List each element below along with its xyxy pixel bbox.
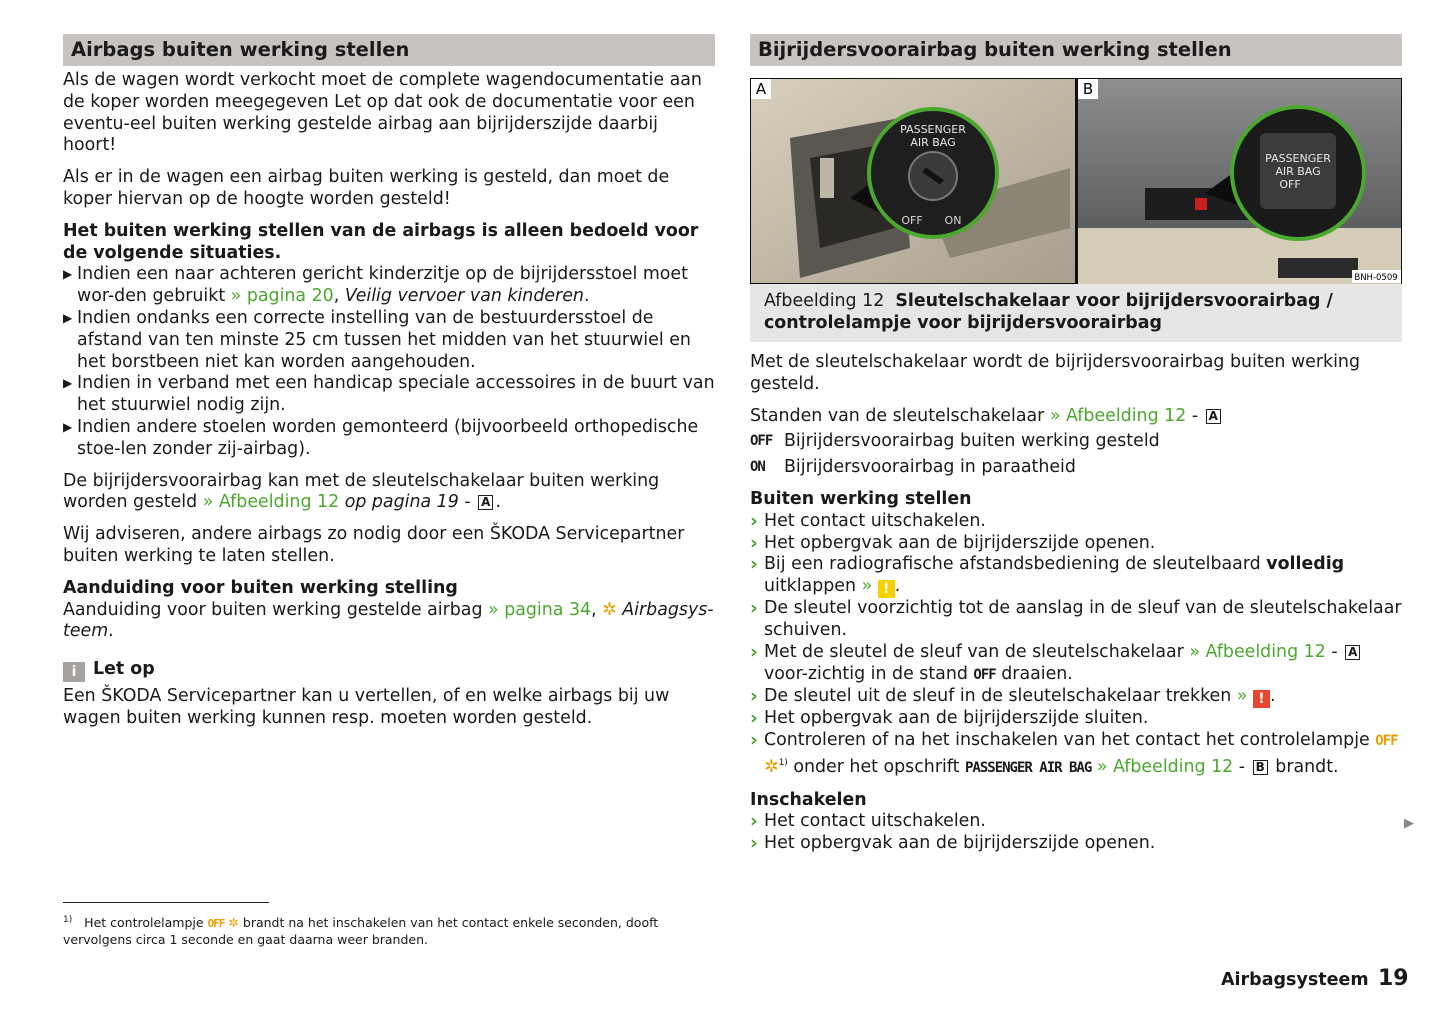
step-item: › Het opbergvak aan de bijrijderszijde sluiten.: [750, 707, 1149, 730]
bold-intro: Het buiten werking stellen van de airbags is alleen bedoeld voor de volgende situaties.: [63, 220, 699, 263]
step-chevron-icon: ›: [750, 640, 758, 663]
left-column: [63, 34, 715, 730]
paragraph: Aanduiding voor buiten werking gestelde airbag » pagina 34, ✲ Airbagsys-teem.: [63, 599, 714, 642]
step-chevron-icon: ›: [750, 707, 758, 730]
section-heading: Bijrijdersvoorairbag buiten werking stellen: [750, 34, 1402, 66]
a-passenger-label: PASSENGER: [900, 123, 966, 136]
paragraph: Als de wagen wordt verkocht moet de complete wagendocumentatie aan de koper worden meegegeven Let op dat ook de documentatie voor een eventu-eel buiten werking gestelde airbag aan bijrijderszijde daarbij hoort!: [63, 70, 702, 156]
sub-heading: Aanduiding voor buiten werking stelling: [63, 577, 458, 598]
step-item: › Het opbergvak aan de bijrijderszijde openen.: [750, 531, 1156, 554]
paragraph: Wij adviseren, andere airbags zo nodig door een ŠKODA Servicepartner buiten werking te laten stellen.: [63, 524, 685, 566]
figure-caption: Afbeelding 12 Sleutelschakelaar voor bijrijdersvoorairbag / controlelampje voor bijrijdersvoorairbag: [750, 284, 1402, 342]
paragraph: Als er in de wagen een airbag buiten werking is gesteld, dan moet de koper hiervan op de hoogte worden gesteld!: [63, 167, 670, 209]
figure-link[interactable]: » Afbeelding 12: [1096, 756, 1234, 777]
b-off-label: OFF: [1279, 178, 1301, 191]
step-item: › Het contact uitschakelen.: [750, 810, 986, 833]
a-on-label: ON: [944, 214, 962, 227]
paragraph: Standen van de sleutelschakelaar » Afbeelding 12 - A: [750, 406, 1402, 428]
legend-text: Bijrijdersvoorairbag in paraatheid: [784, 457, 1076, 478]
paragraph: De bijrijdersvoorairbag kan met de sleutelschakelaar buiten werking worden gesteld » Afbeelding 12 op pagina 19 - A .: [63, 470, 660, 513]
warning-icon: !: [878, 580, 895, 598]
warning-icon: !: [1253, 690, 1270, 708]
legend-row: [750, 457, 1402, 479]
figure-illustration: [750, 78, 1402, 284]
page-number: 19: [1378, 966, 1409, 991]
step-item: › Met de sleutel de sleuf van de sleutelschakelaar » Afbeelding 12 - A voor-zichtig in de stand OFF draaien.: [750, 642, 1402, 687]
sub-heading: Inschakelen: [750, 789, 867, 810]
b-passenger-label: PASSENGER: [1265, 152, 1331, 165]
figure-link[interactable]: » Afbeelding 12: [1189, 641, 1326, 662]
legend-key: ON: [750, 459, 765, 476]
airbag-icon: ✲: [228, 915, 239, 931]
step-chevron-icon: ›: [750, 597, 758, 620]
step-chevron-icon: ›: [750, 531, 758, 554]
figure-link[interactable]: » Afbeelding 12: [1049, 405, 1187, 426]
step-chevron-icon: ›: [750, 685, 758, 708]
bullet-triangle-icon: ▶: [63, 376, 73, 391]
section-heading: Airbags buiten werking stellen: [63, 34, 715, 66]
panel-a-label: A: [755, 80, 767, 98]
step-chevron-icon: ›: [750, 832, 758, 855]
list-item: ▶ Indien andere stoelen worden gemonteerd (bijvoorbeeld orthopedische stoe-len zonder zij-airbag).: [63, 416, 699, 459]
info-icon: i: [63, 662, 85, 682]
figure-ref-box: A: [478, 495, 493, 510]
step-chevron-icon: ›: [750, 509, 758, 532]
legend-text: Bijrijdersvoorairbag buiten werking gesteld: [784, 431, 1160, 452]
list-item: ▶ Indien een naar achteren gericht kinderzitje op de bijrijdersstoel moet wor-den gebruikt » pagina 20, Veilig vervoer van kinderen.: [63, 264, 688, 307]
note-text: Een ŠKODA Servicepartner kan u vertellen, of en welke airbags bij uw wagen buiten werking kunnen resp. moeten worden gesteld.: [63, 686, 670, 728]
figure-code: BNH-0509: [1354, 273, 1398, 283]
figure-ref-box: A: [1345, 645, 1360, 660]
step-item: › De sleutel voorzichtig tot de aanslag in de sleuf van de sleutelschakelaar schuiven.: [750, 597, 1402, 640]
bullet-triangle-icon: ▶: [63, 267, 73, 282]
warning-link[interactable]: »: [1236, 686, 1248, 707]
airbag-icon: ✲: [602, 599, 617, 620]
warning-link[interactable]: »: [861, 576, 873, 597]
right-column: [750, 34, 1402, 855]
b-airbag-label: AIR BAG: [1275, 165, 1321, 178]
sub-heading: Buiten werking stellen: [750, 488, 972, 509]
step-chevron-icon: ›: [750, 810, 758, 833]
list-item: ▶ Indien in verband met een handicap speciale accessoires in de buurt van het stuurwiel nodig zijn.: [63, 373, 715, 416]
legend-key: OFF: [750, 433, 773, 450]
step-chevron-icon: ›: [750, 729, 758, 752]
step-item: › De sleutel uit de sleuf in de sleutelschakelaar trekken » ! .: [750, 685, 1276, 708]
step-item: › Het contact uitschakelen.: [750, 509, 986, 532]
figure-ref-box: B: [1253, 760, 1268, 775]
step-chevron-icon: ›: [750, 553, 758, 576]
next-page-arrow-icon[interactable]: ▶: [1404, 816, 1414, 831]
panel-b-label: B: [1082, 80, 1094, 98]
figure-link[interactable]: » Afbeelding 12: [202, 492, 340, 513]
note-heading: i Let op: [63, 659, 715, 682]
airbag-icon: ✲: [764, 756, 779, 777]
paragraph: Met de sleutelschakelaar wordt de bijrijdersvoorairbag buiten werking gesteld.: [750, 352, 1360, 394]
list-item: ▶ Indien ondanks een correcte instelling van de bestuurdersstoel de afstand van ten minste 25 cm tussen het midden van het stuurwiel en het borstbeen niet kan worden aangehouden.: [63, 307, 691, 372]
step-item: › Het opbergvak aan de bijrijderszijde openen.: [750, 832, 1156, 855]
bullet-triangle-icon: ▶: [63, 419, 73, 434]
footnote: $^{1)}$ Het controlelampje OFF ✲ brandt na het inschakelen van het contact enkele seconden, dooft vervolgens circa 1 seconde en gaat daarna weer branden.: [63, 915, 659, 948]
footnote-divider: [63, 902, 269, 903]
footer-chapter-title: Airbagsysteem: [1221, 970, 1369, 990]
a-airbag-label: AIR BAG: [910, 136, 956, 149]
figure-12: [750, 78, 1402, 284]
a-off-label: OFF: [901, 214, 923, 227]
step-item: › Controleren of na het inschakelen van het contact het controlelampje OFF ✲$^{1)}$ onder het opschrift PASSENGER AIR BAG » Afbeelding 12 - B brandt.: [750, 729, 1398, 777]
figure-ref-box: A: [1206, 409, 1221, 424]
bullet-triangle-icon: ▶: [63, 310, 73, 325]
page-link[interactable]: » pagina 20: [230, 286, 334, 307]
page-link[interactable]: » pagina 34: [488, 599, 592, 620]
legend-row: [750, 431, 1402, 453]
step-item: › Bij een radiografische afstandsbediening de sleutelbaard volledig uitklappen » ! .: [750, 553, 1345, 598]
